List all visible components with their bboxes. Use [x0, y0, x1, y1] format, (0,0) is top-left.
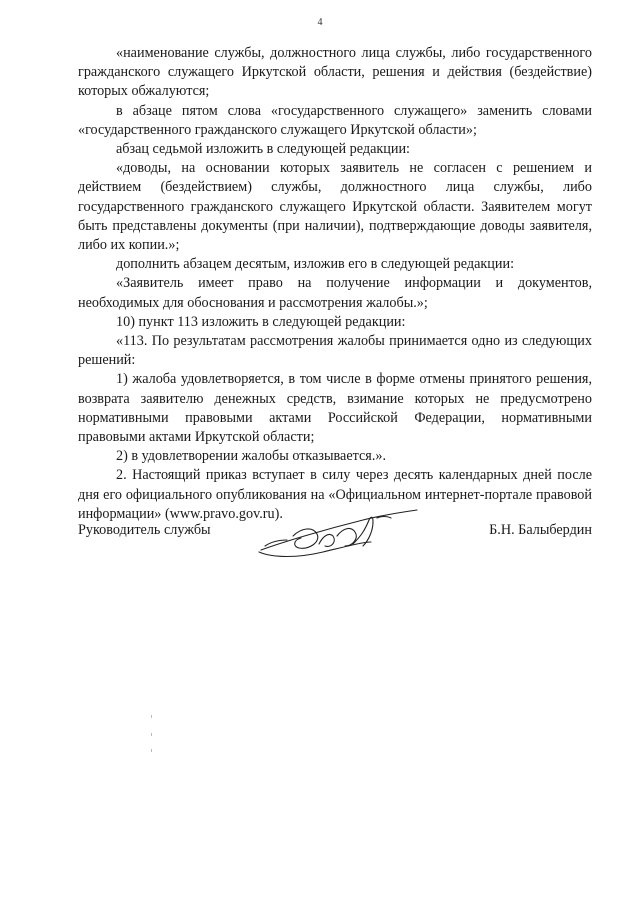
paragraph: абзац седьмой изложить в следующей редакции:	[116, 141, 411, 158]
handwritten-signature	[253, 506, 423, 564]
paragraph: 1) жалоба удовлетворяется, в том числе в форме отмены принятого решения, возврата заявителю денежных средств, взимание которых не предусмотрено нормативными правовыми актами Российской Федерации, нормативными правовыми актами Иркутской области;	[78, 371, 592, 446]
signatory-name: Б.Н. Балыбердин	[489, 522, 592, 538]
paragraph: «Заявитель имеет право на получение информации и документов, необходимых для обоснования и рассмотрения жалобы.»;	[78, 275, 592, 311]
page-number: 4	[317, 17, 323, 28]
signature-block	[78, 512, 592, 572]
document-body	[78, 44, 592, 524]
paragraph: в абзаце пятом слова «государственного служащего» заменить словами «государственного гражданского служащего Иркутской области»;	[78, 102, 592, 138]
paragraph: «113. По результатам рассмотрения жалобы принимается одно из следующих решений:	[78, 333, 592, 369]
paragraph: 10) пункт 113 изложить в следующей редакции:	[116, 313, 406, 330]
paragraph: «доводы, на основании которых заявитель не согласен с решением и действием (бездействием) службы, должностного лица службы, либо государственного гражданского служащего Иркутской области. Заявителем могут быть представлены документы (при наличии), подтверждающие доводы заявителя, либо их копии.»;	[78, 160, 592, 254]
paragraph: 2. Настоящий приказ вступает в силу через десять календарных дней после дня его официального опубликования на «Официальном интернет-портале правовой информации» (www.pravo.gov.ru).	[78, 467, 592, 522]
paragraph: дополнить абзацем десятым, изложив его в следующей редакции:	[116, 256, 515, 273]
scan-artifact	[150, 715, 154, 755]
paragraph: 2) в удовлетворении жалобы отказывается.».	[116, 448, 387, 465]
signatory-title: Руководитель службы	[78, 522, 211, 538]
paragraph: «наименование службы, должностного лица службы, либо государственного гражданского служащего Иркутской области, решения и действия (бездействие) которых обжалуются;	[78, 45, 592, 100]
